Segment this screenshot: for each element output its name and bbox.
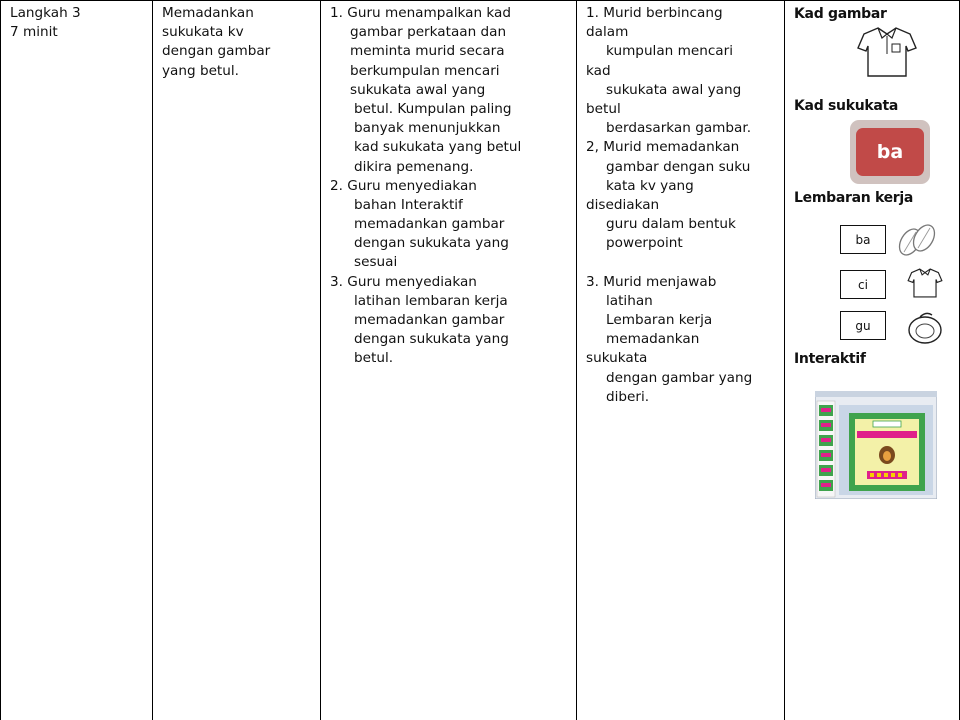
worksheet-box-ba: ba — [840, 225, 886, 254]
table-border-left — [0, 0, 1, 720]
teacher-line: memadankan gambar — [354, 216, 505, 233]
leaves-icon — [896, 222, 938, 258]
slide-thumbnail — [815, 391, 937, 499]
objective-line: dengan gambar — [162, 43, 271, 60]
objective-line: Memadankan — [162, 5, 254, 21]
student-line: sukukata awal yang — [606, 81, 742, 98]
student-line: kad — [586, 62, 611, 79]
objective-line: sukukata kv — [162, 24, 244, 41]
teacher-line: latihan lembaran kerja — [354, 292, 508, 309]
interaktif-heading: Interaktif — [794, 351, 866, 367]
teacher-line: 1. Guru menampalkan kad — [330, 5, 511, 21]
student-line: memadankan — [606, 331, 700, 348]
table-top-border — [0, 0, 960, 1]
teacher-line: dengan sukukata yang — [354, 331, 509, 348]
guava-icon — [906, 311, 944, 345]
student-line: 2, Murid memadankan — [586, 139, 740, 156]
teacher-line: sesuai — [354, 254, 398, 271]
student-line: kata kv yang — [606, 177, 694, 194]
student-line: latihan — [606, 292, 653, 309]
student-line: 3. Murid menjawab — [586, 273, 717, 290]
student-line: diberi. — [606, 388, 650, 405]
student-line: powerpoint — [606, 235, 683, 252]
column-divider-1 — [152, 0, 153, 720]
kad-gambar-heading: Kad gambar — [794, 6, 887, 22]
teacher-line: banyak menunjukkan — [354, 120, 501, 137]
teacher-line: 3. Guru menyediakan — [330, 273, 477, 290]
student-line: kumpulan mencari — [606, 43, 733, 60]
teacher-line: gambar perkataan dan — [350, 24, 507, 41]
column-divider-4 — [784, 0, 785, 720]
student-line — [586, 253, 752, 272]
teacher-activity-cell — [330, 4, 521, 369]
teacher-line: berkumpulan mencari — [350, 62, 500, 79]
step-time: 7 minit — [10, 24, 58, 41]
teacher-line: kad sukukata yang betul — [354, 139, 522, 156]
syllable-card-label: ba — [856, 128, 924, 176]
column-divider-2 — [320, 0, 321, 720]
student-line: disediakan — [586, 196, 660, 213]
teacher-line: dikira pemenang. — [354, 158, 474, 175]
student-line: sukukata — [586, 350, 648, 367]
teacher-line: betul. — [354, 350, 394, 367]
column-divider-3 — [576, 0, 577, 720]
worksheet-box-ci: ci — [840, 270, 886, 299]
lembaran-kerja-heading: Lembaran kerja — [794, 190, 914, 206]
student-activity-cell — [586, 4, 752, 407]
syllable-card — [850, 120, 930, 184]
student-line: 1. Murid berbincang — [586, 5, 723, 21]
teacher-line: memadankan gambar — [354, 312, 505, 328]
teacher-line: 2. Guru menyediakan — [330, 177, 477, 194]
teacher-line: dengan sukukata yang — [354, 235, 509, 252]
teacher-line: sukukata awal yang — [350, 81, 486, 98]
objective-line: yang betul. — [162, 62, 239, 79]
worksheet-box-gu: gu — [840, 311, 886, 340]
student-line: betul — [586, 100, 621, 117]
student-line: dengan gambar yang — [606, 369, 753, 386]
objective-cell — [162, 4, 270, 81]
step-cell — [10, 4, 81, 42]
kad-sukukata-heading: Kad sukukata — [794, 98, 899, 114]
shirt-icon — [907, 266, 943, 300]
student-line: berdasarkan gambar. — [606, 120, 752, 137]
student-line: guru dalam bentuk — [606, 216, 736, 233]
student-line: gambar dengan suku — [606, 158, 751, 175]
shirt-icon — [856, 24, 918, 80]
student-line: dalam — [586, 24, 629, 41]
teacher-line: meminta murid secara — [350, 43, 505, 60]
teacher-line: betul. Kumpulan paling — [354, 100, 512, 117]
step-label: Langkah 3 — [10, 5, 81, 21]
student-line: Lembaran kerja — [606, 312, 713, 328]
teacher-line: bahan Interaktif — [354, 196, 463, 213]
